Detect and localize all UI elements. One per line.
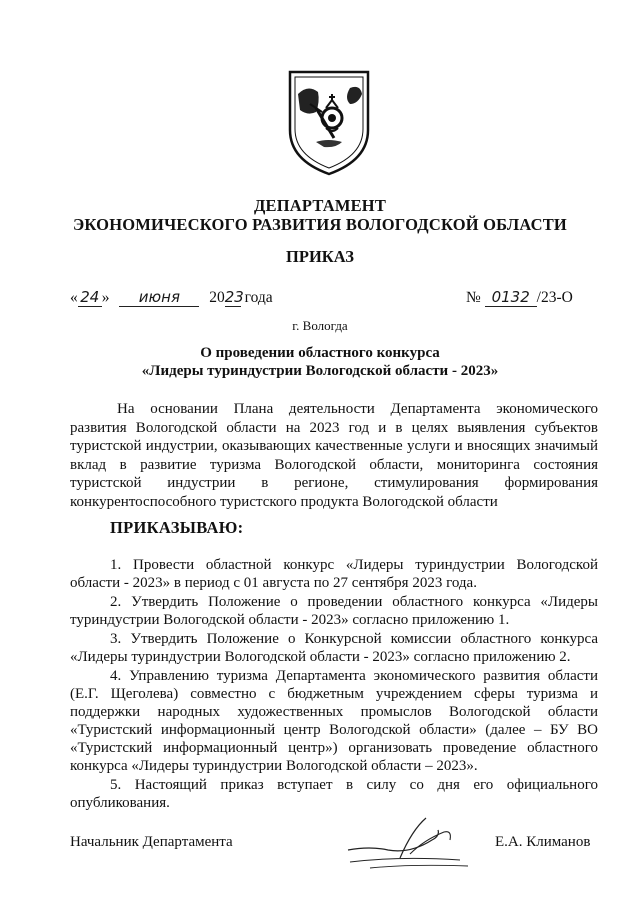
order-title: ПРИКАЗ bbox=[286, 247, 354, 266]
order-word: ПРИКАЗЫВАЮ: bbox=[110, 518, 244, 537]
preamble-paragraph: На основании Плана деятельности Департамента экономического развития Вологодской области на 2023 год и в целях выявления субъектов туристской индустрии, оказывающих качественные услуги и вносящих значимый вклад в развитие туризма Вологодской области, мониторинга состояния туристской индустрии в регионе, стимулирования формирования конкурентоспособного туристского продукта Вологодской области bbox=[70, 401, 598, 510]
date-day: 24 bbox=[78, 288, 102, 307]
order-item-1: 1. Провести областной конкурс «Лидеры туриндустрии Вологодской области - 2023» в период с 01 августа по 27 сентября 2023 года. bbox=[70, 557, 598, 591]
vologda-coat-of-arms-icon bbox=[286, 68, 372, 178]
department-name-line1: ДЕПАРТАМЕНТ bbox=[253, 196, 387, 215]
subject-line2: «Лидеры туриндустрии Вологодской области - 2023» bbox=[141, 363, 499, 379]
subject-line1: О проведении областного конкурса bbox=[200, 345, 440, 361]
date-year-suffix: 23 bbox=[224, 288, 244, 306]
number-suffix: /23-О bbox=[536, 289, 573, 306]
signatory-name: Е.А. Климанов bbox=[495, 834, 591, 850]
order-items-list bbox=[70, 556, 598, 813]
order-number bbox=[466, 288, 573, 307]
order-item-2: 2. Утвердить Положение о проведении областного конкурса «Лидеры туриндустрии Вологодской области - 2023» согласно приложению 1. bbox=[70, 594, 598, 628]
order-item-5: 5. Настоящий приказ вступает в силу со дня его официального опубликования. bbox=[70, 777, 598, 811]
date-open-quote: « bbox=[70, 289, 78, 306]
signatory-position: Начальник Департамента bbox=[70, 834, 233, 850]
number-handwritten: 0132 bbox=[485, 288, 537, 307]
city-name: г. Вологда bbox=[292, 318, 348, 333]
number-sign: № bbox=[466, 289, 481, 306]
order-item-4: 4. Управлению туризма Департамента экономического развития области (Е.Г. Щеголева) совместно с бюджетным учреждением сферы туризма и поддержки народных художественных промыслов Вологодской области «Туристский информационный центр Вологодской области» (далее – БУ ВО «Туристский информационный центр») организовать проведение областного конкурса «Лидеры туриндустрии Вологодской области – 2023». bbox=[70, 668, 598, 774]
department-name-line2: ЭКОНОМИЧЕСКОГО РАЗВИТИЯ ВОЛОГОДСКОЙ ОБЛАСТИ bbox=[73, 215, 567, 234]
handwritten-signature bbox=[340, 810, 480, 880]
order-item-3: 3. Утвердить Положение о Конкурсной комиссии областного конкурса «Лидеры туриндустрии Вологодской области - 2023» согласно приложению 2. bbox=[70, 631, 598, 665]
date-close-quote: » bbox=[101, 289, 110, 306]
date-month: июня bbox=[119, 288, 199, 307]
date-year-word: года bbox=[244, 289, 273, 306]
date-year-prefix: 20 bbox=[209, 289, 225, 306]
order-date bbox=[70, 288, 273, 307]
